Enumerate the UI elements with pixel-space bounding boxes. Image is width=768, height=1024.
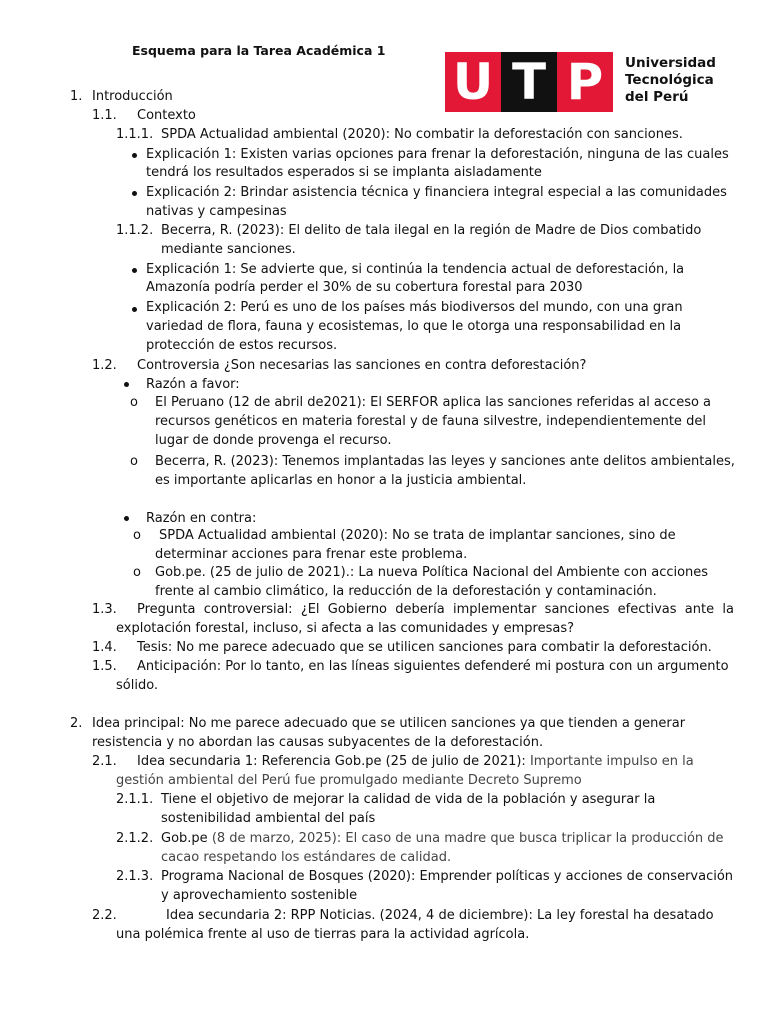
outline-line: SPDA Actualidad ambiental (2020): No combatir la deforestación con sanciones. xyxy=(161,127,683,142)
outline-line: resistencia y no abordan las causas subyacentes de la deforestación. xyxy=(92,735,544,750)
bullet-dot xyxy=(132,191,137,196)
utp-logo xyxy=(445,52,715,112)
outline-line: lugar de donde provenga el recurso. xyxy=(155,433,392,448)
outline-line: Introducción xyxy=(92,89,173,104)
outline-line: Idea secundaria 2: RPP Noticias. (2024, 4 de diciembre): La ley forestal ha desatado xyxy=(166,908,714,923)
logo-letter-p: P xyxy=(557,52,613,112)
page-title: Esquema para la Tarea Académica 1 xyxy=(132,43,386,58)
outline-line: gestión ambiental del Perú fue promulgado mediante Decreto Supremo xyxy=(116,773,582,788)
outline-line: cacao respetando los estándares de calidad. xyxy=(161,850,452,865)
outline-line: Idea secundaria 1: Referencia Gob.pe (25 de julio de 2021): Importante impulso en la xyxy=(137,754,694,769)
outline-line: Idea principal: No me parece adecuado que se utilicen sanciones ya que tienden a generar xyxy=(92,716,686,731)
outline-line: tendrá los resultados esperados si se implanta aisladamente xyxy=(146,165,542,180)
outline-line: Explicación 2: Perú es uno de los países más biodiversos del mundo, con una gran xyxy=(146,300,683,315)
logo-letter-u: U xyxy=(445,52,501,112)
outline-line: recursos genéticos en materia forestal y de fauna silvestre, independientemente del xyxy=(155,414,706,429)
item-number: 2.1.2. xyxy=(116,831,154,846)
item-number: 2.2. xyxy=(92,908,117,923)
outline-line: Explicación 1: Existen varias opciones para frenar la deforestación, ninguna de las cuales xyxy=(146,147,729,162)
item-number: 1.3. xyxy=(92,602,117,617)
item-number: 2. xyxy=(70,716,83,731)
outline-line: mediante sanciones. xyxy=(161,242,296,257)
outline-line: sostenibilidad ambiental del país xyxy=(161,811,376,826)
sub-bullet-o: o xyxy=(133,528,141,543)
outline-line: Programa Nacional de Bosques (2020): Emprender políticas y acciones de conservación xyxy=(161,869,734,884)
outline-line: Gob.pe. (25 de julio de 2021).: La nueva Política Nacional del Ambiente con acciones xyxy=(155,565,709,580)
outline-line: sólido. xyxy=(116,678,159,693)
outline-line: protección de estos recursos. xyxy=(146,338,338,353)
sub-bullet-o: o xyxy=(133,565,141,580)
outline-line: una polémica frente al uso de tierras para la actividad agrícola. xyxy=(116,927,530,942)
bullet-dot xyxy=(132,153,137,158)
sub-bullet-o: o xyxy=(130,454,138,469)
item-number: 1.2. xyxy=(92,358,117,373)
outline-line: Tiene el objetivo de mejorar la calidad de vida de la población y asegurar la xyxy=(161,792,656,807)
outline-line: frente al cambio climático, la reducción de la deforestación y contaminación. xyxy=(155,584,657,599)
outline-line: SPDA Actualidad ambiental (2020): No se trata de implantar sanciones, sino de xyxy=(159,528,676,543)
outline-line: Anticipación: Por lo tanto, en las líneas siguientes defenderé mi postura con un argumento xyxy=(137,659,729,674)
outline-line: Gob.pe (8 de marzo, 2025): El caso de una madre que busca triplicar la producción de xyxy=(161,831,724,846)
logo-university-name: Universidad Tecnológica del Perú xyxy=(625,55,716,105)
item-number: 1.5. xyxy=(92,659,117,674)
item-number: 2.1. xyxy=(92,754,117,769)
outline-line: Explicación 1: Se advierte que, si continúa la tendencia actual de deforestación, la xyxy=(146,262,685,277)
bullet-dot xyxy=(124,382,129,387)
item-number: 1.1. xyxy=(92,108,117,123)
item-number: 1.1.1. xyxy=(116,127,154,142)
bullet-dot xyxy=(132,307,137,312)
outline-line: Becerra, R. (2023): El delito de tala ilegal en la región de Madre de Dios combatido xyxy=(161,223,702,238)
item-number: 1. xyxy=(70,89,83,104)
outline-line: Becerra, R. (2023): Tenemos implantadas las leyes y sanciones ante delitos ambientales, xyxy=(155,454,735,469)
sub-bullet-o: o xyxy=(130,395,138,410)
outline-line: Razón en contra: xyxy=(146,511,257,526)
outline-line: Contexto xyxy=(137,108,196,123)
item-number: 2.1.1. xyxy=(116,792,154,807)
bullet-dot xyxy=(124,516,129,521)
outline-line: explotación forestal, incluso, si afecta a las comunidades y empresas? xyxy=(116,621,574,636)
logo-letter-t: T xyxy=(501,52,557,112)
outline-line: nativas y campesinas xyxy=(146,204,287,219)
outline-line: Amazonía podría perder el 30% de su cobertura forestal para 2030 xyxy=(146,280,583,295)
outline-line: Razón a favor: xyxy=(146,377,240,392)
outline-line: y aprovechamiento sostenible xyxy=(161,888,358,903)
item-number: 2.1.3. xyxy=(116,869,154,884)
outline-line: Tesis: No me parece adecuado que se utilicen sanciones para combatir la deforestación. xyxy=(137,640,712,655)
item-number: 1.1.2. xyxy=(116,223,154,238)
outline-line: es importante aplicarlas en honor a la justicia ambiental. xyxy=(155,473,527,488)
outline-line: Controversia ¿Son necesarias las sanciones en contra deforestación? xyxy=(137,358,587,373)
outline-line: Pregunta controversial: ¿El Gobierno debería implementar sanciones efectivas ante la xyxy=(137,602,734,617)
outline-line: determinar acciones para frenar este problema. xyxy=(155,547,468,562)
item-number: 1.4. xyxy=(92,640,117,655)
bullet-dot xyxy=(132,268,137,273)
outline-line: variedad de flora, fauna y ecosistemas, lo que le otorga una responsabilidad en la xyxy=(146,319,682,334)
outline-line: El Peruano (12 de abril de2021): El SERFOR aplica las sanciones referidas al acceso a xyxy=(155,395,712,410)
outline-line: Explicación 2: Brindar asistencia técnica y financiera integral especial a las comunidades xyxy=(146,185,727,200)
